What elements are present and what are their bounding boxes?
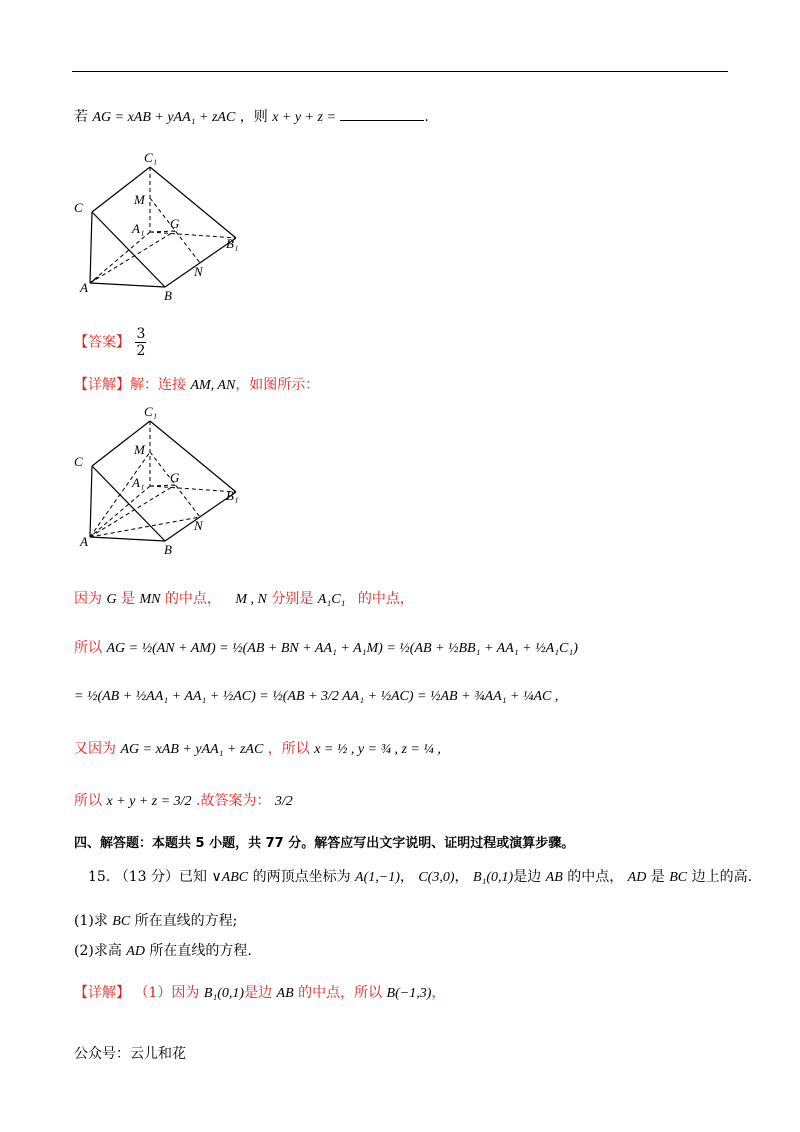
q15-sub-2: (2)求高 AD 所在直线的方程. [74,943,252,959]
label-C1: C₁ [144,150,158,165]
footer-text: 公众号：云儿和花 [74,1046,186,1062]
q14-sum: x + y + z = [272,110,336,125]
q15-stem: 15. （13 分）已知 ∨ABC 的两顶点坐标为 A(1,−1)， C(3,0)， B₁(0,1)是边 AB 的中点， AD 是 BC 边上的高. [88,869,753,885]
q15-detail: 【详解】 （1）因为 B₁(0,1)是边 AB 的中点，所以 B(−1,3)， [74,985,446,1001]
label2-N: N [194,518,203,533]
label-N: N [194,264,203,279]
label-C: C [74,200,83,215]
answer-line [74,327,147,358]
label-M: M [134,192,145,207]
q14-stem: 若 AG = xAB + yAA₁ + zAC ，则 x + y + z = . [74,109,429,125]
label2-B: B [164,542,172,557]
derivation-line-1: 所以 AG = ½(AN + AM) = ½(AB + BN + AA₁ + A₁M) = ½(AB + ½BB₁ + AA₁ + ½A₁C₁) [74,640,578,656]
answer-label: 【答案】 [74,334,130,351]
label2-M: M [134,442,145,457]
label2-B1: B₁ [226,488,239,503]
prism-figure-2 [70,402,260,557]
label2-G: G [170,470,180,485]
detail-label: 【详解】 [74,377,130,393]
reason-line: 因为 G 是 MN 的中点， M , N 分别是 A₁C₁ 的中点， [74,591,414,607]
derivation-line-3: 又因为 AG = xAB + yAA₁ + zAC ，所以 x = ½ , y = ¾ , z = ¼ , [74,741,441,757]
answer-fraction: $\frac{3}{2}$ [136,326,146,359]
prism-figure-1 [70,148,260,303]
label2-C: C [74,454,83,469]
section-heading: 四、解答题：本题共 5 小题，共 77 分。解答应写出文字说明、证明过程或演算步骤。 [74,836,575,851]
label2-C1: C₁ [144,404,158,419]
answer-blank [340,108,424,121]
label2-A: A [80,534,88,549]
label-A: A [80,280,88,295]
q14-vector-equation: AG = xAB + yAA₁ + zAC [92,110,236,125]
q15-sub-1: (1)求 BC 所在直线的方程; [74,913,238,929]
label-B1: B₁ [226,236,239,251]
derivation-line-2: = ½(AB + ½AA₁ + AA₁ + ½AC) = ½(AB + 3/2 AA₁ + ½AC) = ½AB + ¾AA₁ + ¼AC , [74,689,559,704]
label-B: B [164,288,172,303]
detail-line: 【详解】解：连接 AM, AN，如图所示： [74,377,320,393]
label-A1: A₁ [132,221,145,236]
derivation-line-4: 所以 x + y + z = 3/2 .故答案为： 3/2 [74,793,293,809]
label-G: G [170,216,180,231]
label2-A1: A₁ [132,475,145,490]
header-rule [72,71,728,72]
